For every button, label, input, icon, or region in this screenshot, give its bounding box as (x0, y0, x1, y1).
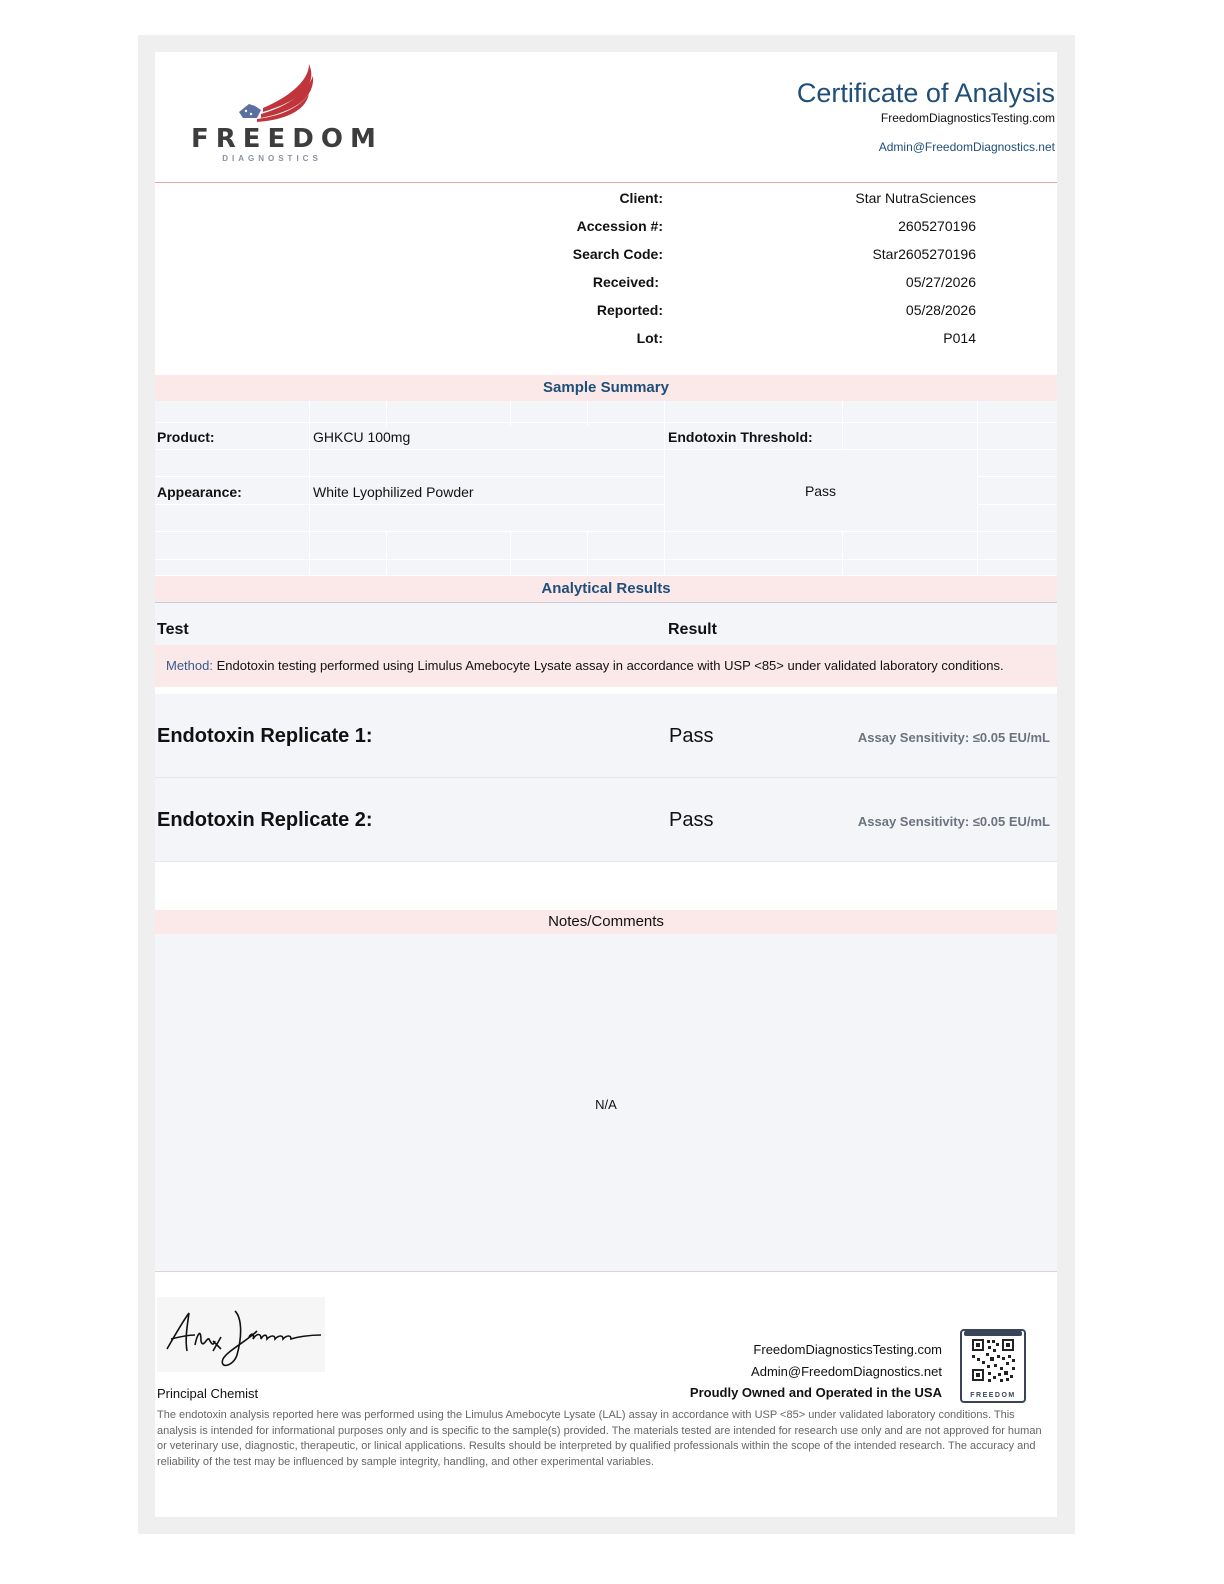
received-value: 05/27/2026 (905, 274, 976, 290)
signer-title: Principal Chemist (157, 1386, 259, 1401)
qr-brand-label: FREEDOM (970, 1392, 1016, 1399)
product-label: Product: (157, 429, 215, 445)
footer-email-link[interactable]: Admin@FreedomDiagnostics.net (751, 1364, 942, 1379)
result-column-header: Result (668, 621, 717, 638)
chemist-signature (157, 1297, 325, 1372)
footer-website-link[interactable]: FreedomDiagnosticsTesting.com (753, 1342, 942, 1357)
accession-value: 2605270196 (898, 218, 976, 234)
result-test-name: Endotoxin Replicate 2: (157, 809, 373, 831)
results-column-header (155, 602, 1057, 645)
notes-panel (155, 934, 1057, 1272)
header-email-link[interactable]: Admin@FreedomDiagnostics.net (878, 140, 1055, 154)
client-label: Client: (619, 190, 663, 206)
appearance-value: White Lyophilized Powder (313, 484, 474, 500)
search-code-value: Star2605270196 (872, 246, 976, 262)
reported-value: 05/28/2026 (905, 302, 976, 318)
eagle-wing-logo-icon (191, 62, 361, 124)
logo-subtitle: DIAGNOSTICS (222, 154, 322, 163)
endotoxin-threshold-label: Endotoxin Threshold: (668, 429, 813, 445)
method-text: Endotoxin testing performed using Limulus Amebocyte Lysate assay in accordance with USP <85> under validated laboratory conditions. (216, 658, 1004, 673)
document-title: Certificate of Analysis (796, 78, 1055, 108)
search-code-label: Search Code: (572, 246, 663, 262)
appearance-label: Appearance: (157, 484, 242, 500)
result-value: Pass (669, 809, 714, 831)
lot-label: Lot: (636, 330, 663, 346)
logo-wordmark: FREEDOM (191, 124, 383, 154)
result-test-name: Endotoxin Replicate 1: (157, 725, 373, 747)
company-logo (191, 62, 383, 172)
result-value: Pass (669, 725, 714, 747)
qr-code-icon (962, 1331, 1024, 1389)
verification-qr-code[interactable] (960, 1329, 1026, 1403)
legal-disclaimer: The endotoxin analysis reported here was performed using the Limulus Amebocyte Lysate (LAL) assay in accordance with USP <85> under validated laboratory conditions. This analysis is intended for informational purposes only and is specific to the sample(s) provided. The materials tested are intended for research use only and are not approved for human or veterinary use, diagnostic, therapeutic, or linical applications. Results should be interpreted by qualified professionals within the scope of the intended research. The accuracy and reliability of the test may be influenced by sample integrity, handling, and other experimental variables. (157, 1409, 1042, 1468)
product-value: GHKCU 100mg (313, 429, 411, 445)
method-label: Method: (166, 658, 213, 673)
received-label: Received: (592, 274, 659, 290)
analytical-results-heading: Analytical Results (155, 576, 1057, 602)
notes-text: N/A (595, 1097, 617, 1112)
client-value: Star NutraSciences (855, 190, 976, 206)
certificate-page (155, 52, 1057, 1517)
header-website-link[interactable]: FreedomDiagnosticsTesting.com (880, 111, 1055, 125)
footer-tagline: Proudly Owned and Operated in the USA (689, 1385, 942, 1400)
reported-label: Reported: (596, 302, 663, 318)
accession-label: Accession #: (576, 218, 663, 234)
notes-heading: Notes/Comments (155, 910, 1057, 934)
signature-image (157, 1297, 325, 1372)
header-divider (155, 182, 1057, 183)
method-note (155, 645, 1057, 687)
sample-summary-heading: Sample Summary (155, 375, 1057, 401)
lot-value: P014 (943, 330, 976, 346)
endotoxin-threshold-value: Pass (804, 483, 837, 499)
result-row (155, 694, 1057, 778)
test-column-header: Test (157, 621, 189, 638)
assay-sensitivity: Assay Sensitivity: ≤0.05 EU/mL (857, 814, 1050, 829)
assay-sensitivity: Assay Sensitivity: ≤0.05 EU/mL (857, 730, 1050, 745)
result-row (155, 778, 1057, 862)
